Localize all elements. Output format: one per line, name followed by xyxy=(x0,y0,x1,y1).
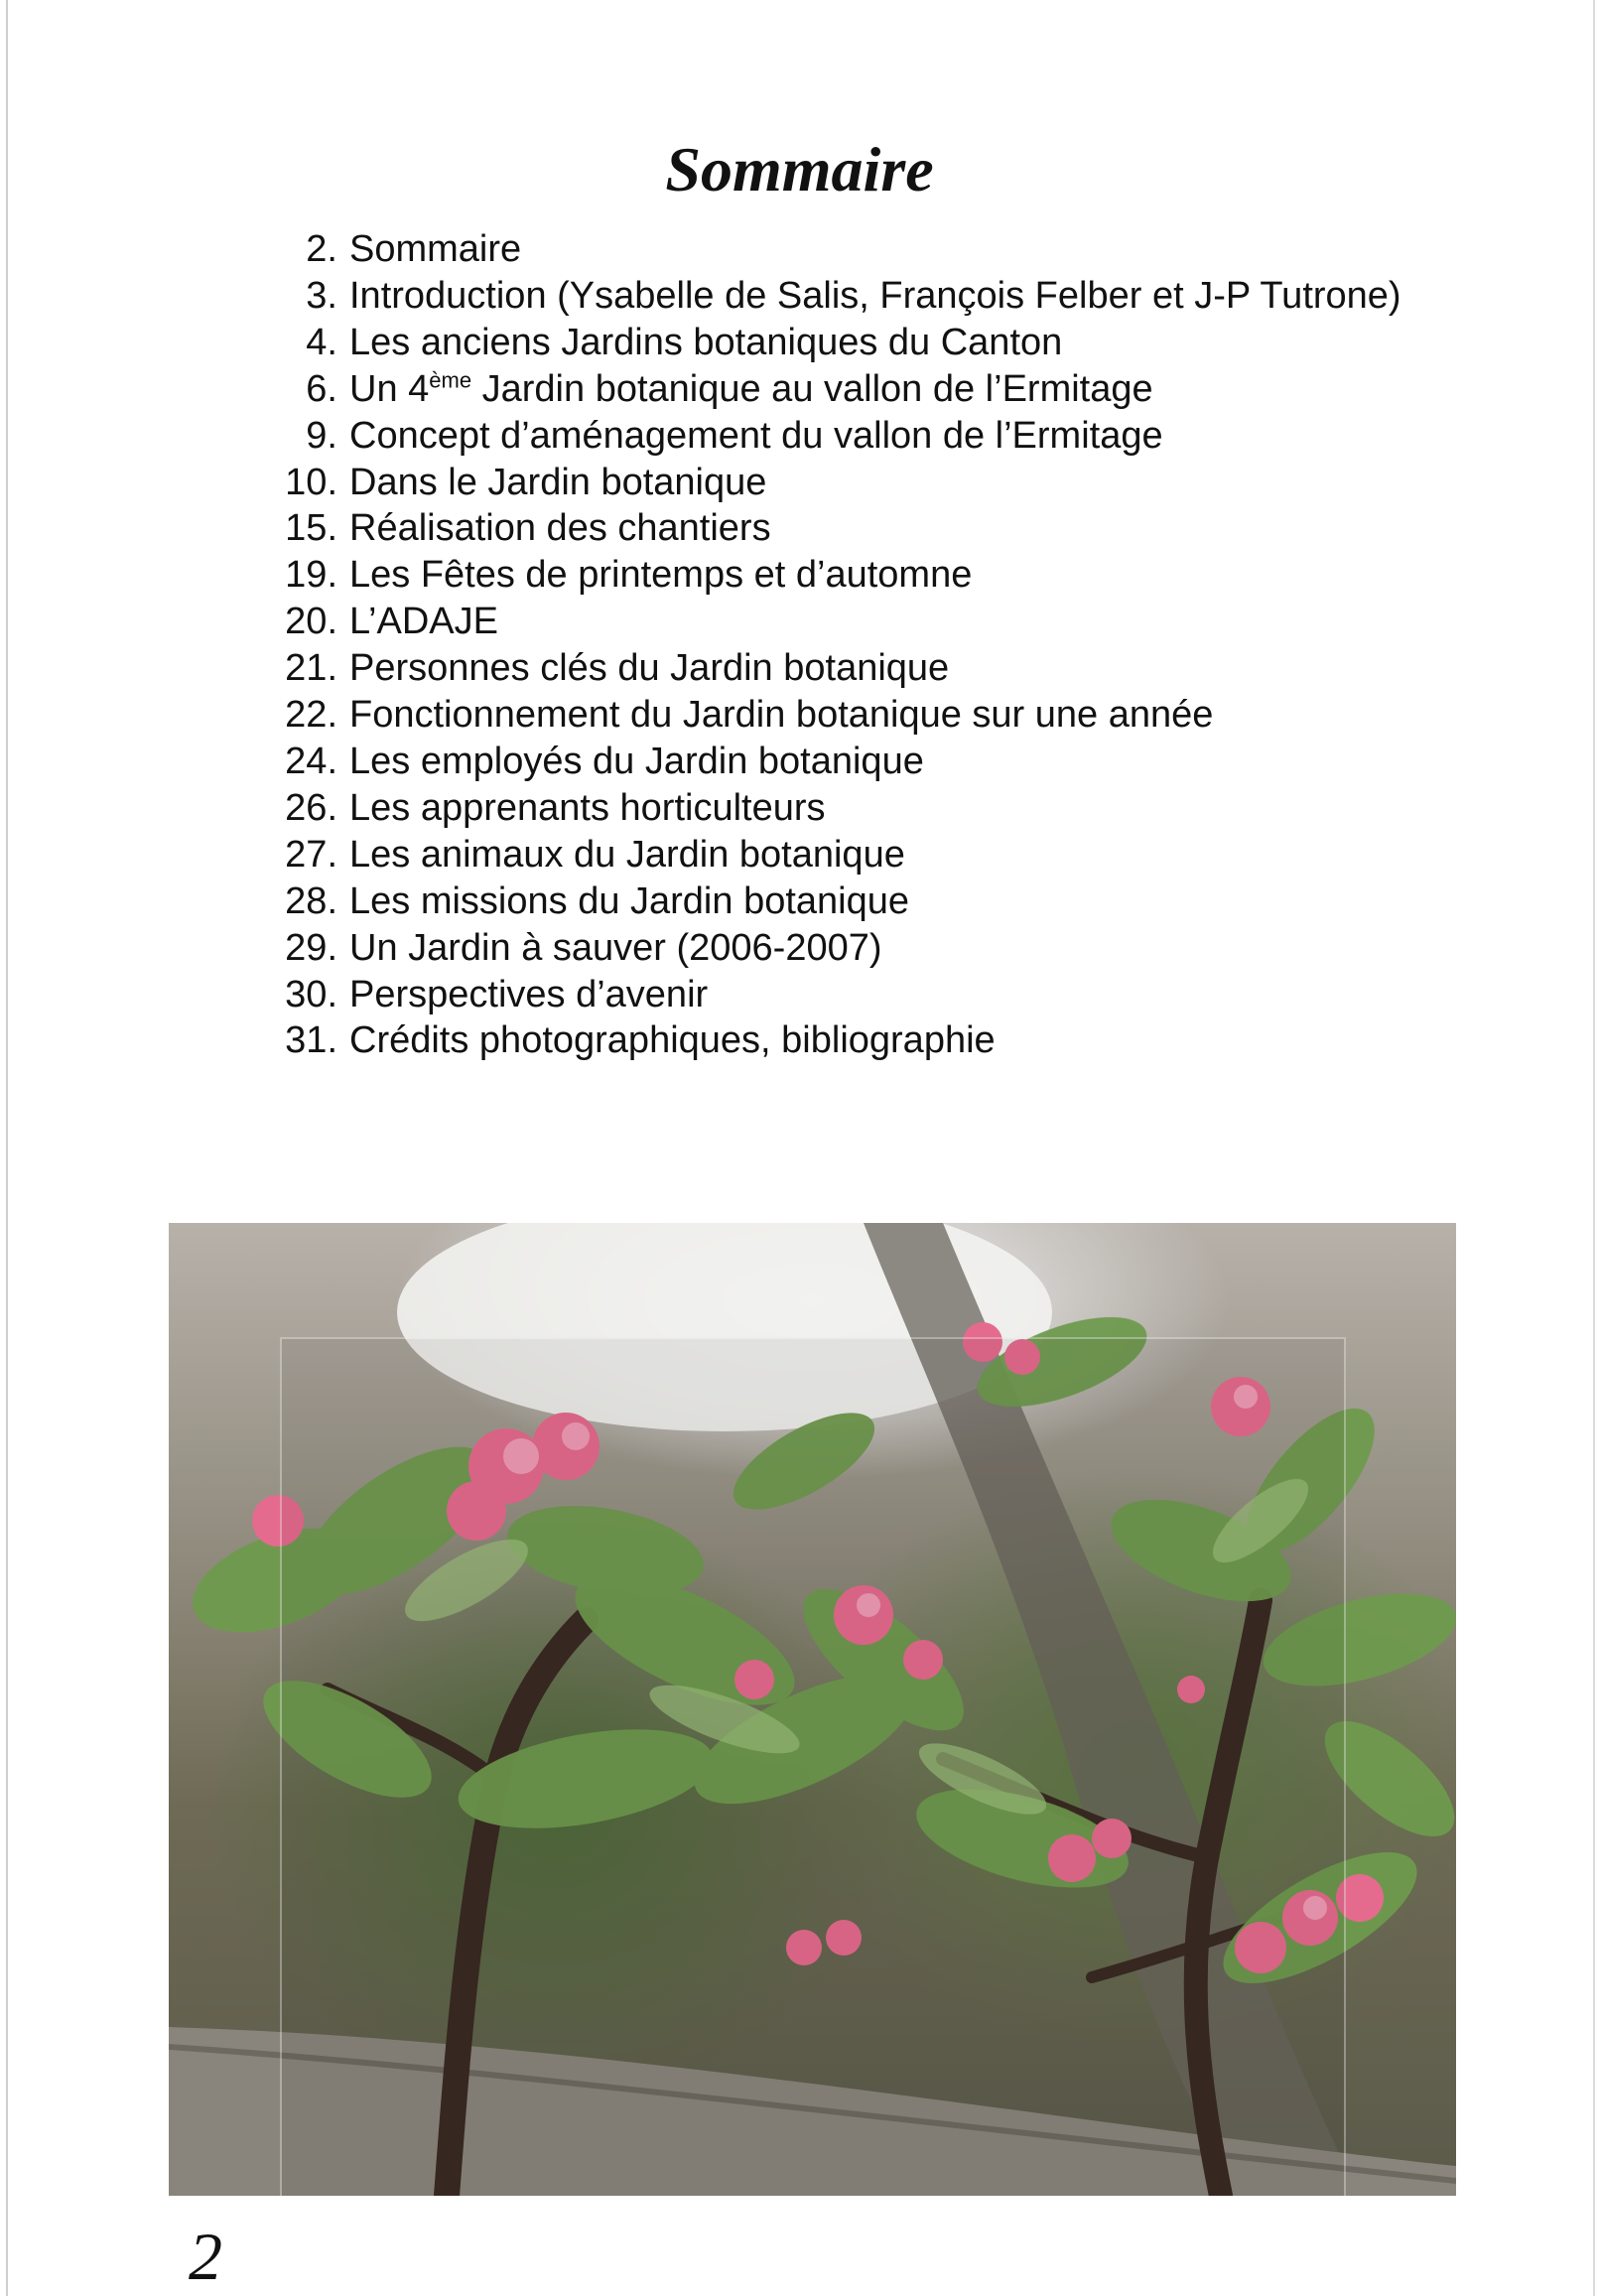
toc-entry-title: Dans le Jardin botanique xyxy=(349,461,767,503)
toc-entry-title: L’ADAJE xyxy=(349,601,498,643)
toc-page-number: 15. xyxy=(285,507,337,550)
toc-entry[interactable] xyxy=(268,413,1401,460)
toc-entry[interactable] xyxy=(268,878,1401,925)
toc-entry[interactable] xyxy=(268,366,1401,413)
toc-entry[interactable] xyxy=(268,273,1401,320)
toc-title-part: Un 4 xyxy=(349,367,430,410)
toc-entry-title: Fonctionnement du Jardin botanique sur une année xyxy=(349,694,1214,737)
toc-entry-title: Les missions du Jardin botanique xyxy=(349,879,910,922)
toc-entry[interactable] xyxy=(268,226,1401,273)
toc-entry[interactable] xyxy=(268,320,1401,366)
toc-page-number: 19. xyxy=(285,554,337,597)
toc-page-number: 22. xyxy=(285,694,337,737)
toc-page-number: 24. xyxy=(285,740,337,782)
toc-page-number: 6. xyxy=(306,367,337,410)
apple-blossom-illustration xyxy=(169,1223,1456,2196)
toc-page-number: 3. xyxy=(306,274,337,317)
toc-entry-title: Réalisation des chantiers xyxy=(349,507,771,550)
toc-page-number: 31. xyxy=(285,1019,337,1062)
toc-entry[interactable] xyxy=(268,460,1401,506)
toc-page-number: 26. xyxy=(285,786,337,829)
page-title: Sommaire xyxy=(665,133,934,204)
toc-entry-title: Crédits photographiques, bibliographie xyxy=(349,1019,996,1062)
toc-entry-title xyxy=(337,366,1153,413)
toc-entry-title: Les anciens Jardins botaniques du Canton xyxy=(349,321,1063,363)
toc-entry-title: Les apprenants horticulteurs xyxy=(349,786,826,829)
toc-page-number: 10. xyxy=(285,461,337,503)
toc-entry-title: Introduction (Ysabelle de Salis, François Felber et J-P Tutrone) xyxy=(349,274,1401,317)
toc-title-superscript: ème xyxy=(429,367,472,393)
toc-page-number: 30. xyxy=(285,973,337,1015)
toc-entry[interactable] xyxy=(268,645,1401,692)
toc-entry[interactable] xyxy=(268,1017,1401,1064)
toc-entry-title: Les animaux du Jardin botanique xyxy=(349,833,905,876)
toc-entry-title: Sommaire xyxy=(349,228,522,270)
toc-page-number: 28. xyxy=(285,879,337,922)
toc-entry-title: Personnes clés du Jardin botanique xyxy=(349,647,950,690)
toc-page-number: 20. xyxy=(285,601,337,643)
toc-entry-title: Concept d’aménagement du vallon de l’Ermitage xyxy=(349,414,1163,457)
table-of-contents xyxy=(268,226,1401,1064)
apple-blossom-photo xyxy=(169,1223,1456,2196)
page-number: 2 xyxy=(189,2219,222,2294)
toc-entry[interactable] xyxy=(268,505,1401,552)
toc-entry[interactable] xyxy=(268,832,1401,878)
toc-entry[interactable] xyxy=(268,972,1401,1018)
toc-page-number: 29. xyxy=(285,926,337,969)
toc-entry[interactable] xyxy=(268,739,1401,785)
toc-entry[interactable] xyxy=(268,785,1401,832)
toc-page-number: 21. xyxy=(285,647,337,690)
toc-title-part: Jardin botanique au vallon de l’Ermitage xyxy=(471,367,1153,410)
toc-entry[interactable] xyxy=(268,552,1401,599)
page-edge-right xyxy=(1593,0,1595,2296)
toc-page-number: 2. xyxy=(306,228,337,270)
toc-entry-title: Perspectives d’avenir xyxy=(349,973,709,1015)
toc-entry-title: Les employés du Jardin botanique xyxy=(349,740,924,782)
toc-page-number: 4. xyxy=(306,321,337,363)
toc-entry[interactable] xyxy=(268,925,1401,972)
toc-entry[interactable] xyxy=(268,599,1401,645)
toc-page-number: 9. xyxy=(306,414,337,457)
toc-entry[interactable] xyxy=(268,692,1401,739)
toc-entry-title: Les Fêtes de printemps et d’automne xyxy=(349,554,973,597)
page-edge-left xyxy=(6,0,8,2296)
toc-entry-title: Un Jardin à sauver (2006-2007) xyxy=(349,926,882,969)
toc-page-number: 27. xyxy=(285,833,337,876)
